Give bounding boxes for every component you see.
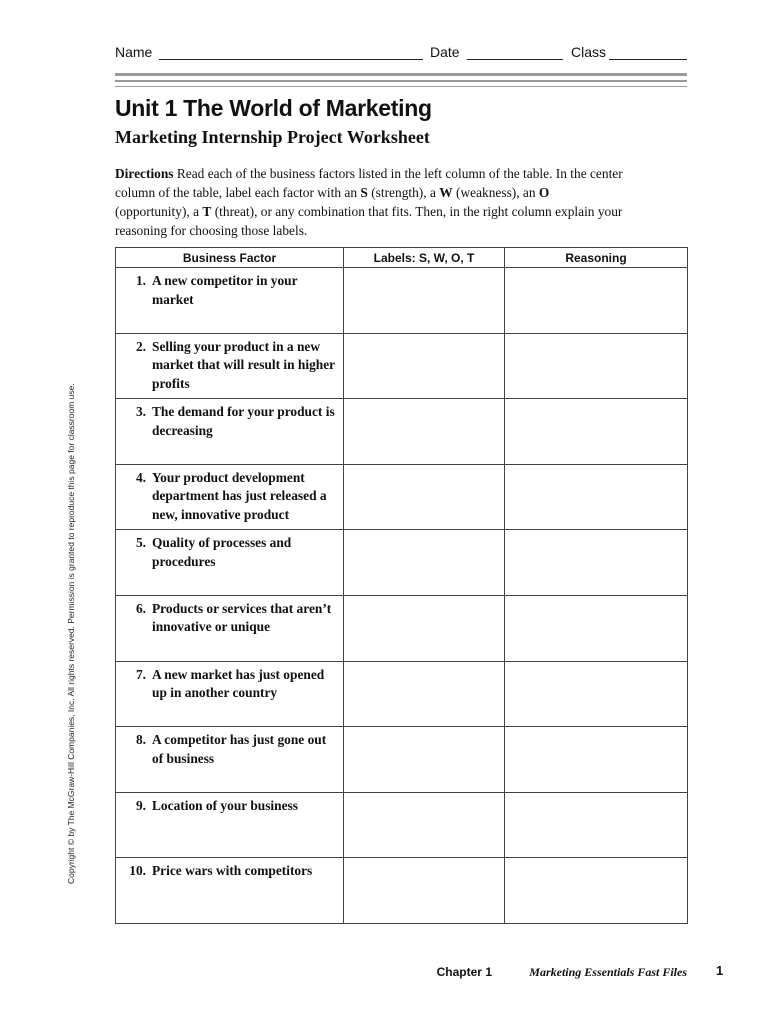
- factor-text: [116, 727, 343, 768]
- header-labels: Labels: S, W, O, T: [344, 248, 505, 268]
- factor-number: 4.: [135, 469, 146, 485]
- factor-text: [116, 465, 343, 525]
- reasoning-cell[interactable]: [505, 858, 688, 924]
- table-row: [116, 792, 688, 858]
- reasoning-cell[interactable]: [505, 727, 688, 793]
- reasoning-cell[interactable]: [505, 464, 688, 530]
- labels-cell[interactable]: [344, 268, 505, 334]
- factor-number: 3.: [135, 404, 146, 420]
- name-label: Name: [115, 44, 153, 60]
- labels-cell[interactable]: [344, 727, 505, 793]
- name-field[interactable]: [159, 58, 423, 60]
- directions-part: Read each of the business factors listed in the left column of the table. In the center column of the table, label each factor with an: [115, 166, 623, 200]
- table-row: [116, 333, 688, 399]
- factor-text: [116, 793, 343, 816]
- directions-part: (threat), or any combination that fits. Then, in the right column explain your reasoning for choosing those labels.: [115, 204, 623, 238]
- business-factor-cell: [116, 333, 344, 399]
- footer-book-title: Marketing Essentials Fast Files: [529, 965, 687, 979]
- table-row: [116, 530, 688, 596]
- factor-number: 10.: [129, 863, 146, 879]
- footer-chapter: Chapter 1: [436, 965, 492, 979]
- table-row: [116, 858, 688, 924]
- directions-text: [115, 164, 625, 240]
- label-s: S: [360, 185, 368, 200]
- class-field[interactable]: [609, 58, 687, 60]
- table-row: [116, 464, 688, 530]
- page-number: 1: [716, 963, 724, 978]
- factor-number: 9.: [135, 797, 146, 813]
- header-rule-top: [115, 73, 687, 76]
- reasoning-cell[interactable]: [505, 595, 688, 661]
- date-field[interactable]: [467, 58, 563, 60]
- factor-description: A new competitor in your market: [152, 273, 298, 307]
- directions-lead: Directions: [115, 166, 174, 181]
- business-factor-cell: [116, 792, 344, 858]
- factor-description: Selling your product in a new market that will result in higher profits: [152, 338, 335, 391]
- date-label: Date: [430, 44, 460, 60]
- label-t: T: [202, 204, 212, 219]
- reasoning-cell[interactable]: [505, 530, 688, 596]
- factor-description: A competitor has just gone out of business: [152, 732, 327, 766]
- directions-part: (strength), a: [367, 185, 440, 200]
- labels-cell[interactable]: [344, 858, 505, 924]
- reasoning-cell[interactable]: [505, 661, 688, 727]
- labels-cell[interactable]: [344, 399, 505, 465]
- reasoning-cell[interactable]: [505, 399, 688, 465]
- table-row: [116, 727, 688, 793]
- header-rule-bottom: [115, 86, 687, 87]
- header-reasoning: Reasoning: [505, 248, 688, 268]
- factor-text: [116, 530, 343, 571]
- factor-number: 1.: [135, 273, 146, 288]
- labels-cell[interactable]: [344, 333, 505, 399]
- factor-number: 2.: [135, 338, 146, 354]
- factor-number: 6.: [135, 600, 146, 616]
- reasoning-cell[interactable]: [505, 792, 688, 858]
- header-rule-middle: [115, 80, 687, 82]
- business-factor-cell: [116, 530, 344, 596]
- factor-description: Location of your business: [152, 797, 298, 813]
- directions-part: (opportunity), a: [115, 204, 203, 219]
- table-row: [116, 268, 688, 334]
- class-label: Class: [571, 44, 607, 60]
- factor-number: 7.: [135, 666, 146, 682]
- factor-number: 8.: [135, 732, 146, 748]
- worksheet-subtitle: Marketing Internship Project Worksheet: [115, 127, 430, 147]
- factor-description: Your product development department has just released a new, innovative product: [152, 469, 327, 522]
- labels-cell[interactable]: [344, 661, 505, 727]
- header-business-factor: Business Factor: [116, 248, 344, 268]
- factor-text: [116, 399, 343, 440]
- business-factor-cell: [116, 727, 344, 793]
- factor-text: [116, 268, 343, 309]
- labels-cell[interactable]: [344, 595, 505, 661]
- factor-description: The demand for your product is decreasing: [152, 404, 335, 438]
- factor-description: Products or services that aren’t innovative or unique: [152, 600, 332, 635]
- business-factor-cell: [116, 595, 344, 661]
- table-row: [116, 399, 688, 465]
- factor-description: Price wars with competitors: [152, 863, 313, 879]
- factor-description: Quality of processes and procedures: [152, 535, 292, 569]
- reasoning-cell[interactable]: [505, 268, 688, 334]
- reasoning-cell[interactable]: [505, 333, 688, 399]
- labels-cell[interactable]: [344, 792, 505, 858]
- business-factor-cell: [116, 858, 344, 924]
- factor-text: [116, 662, 343, 703]
- business-factor-cell: [116, 464, 344, 530]
- label-w: W: [439, 185, 453, 200]
- factor-description: A new market has just opened up in another country: [152, 666, 325, 701]
- business-factor-cell: [116, 399, 344, 465]
- directions-part: (weakness), an: [452, 185, 539, 200]
- labels-cell[interactable]: [344, 464, 505, 530]
- factor-number: 5.: [135, 535, 146, 551]
- labels-cell[interactable]: [344, 530, 505, 596]
- copyright-notice: Copyright © by The McGraw-Hill Companies, Inc. All rights reserved. Permission is granted to reproduce this page for classroom use.: [66, 383, 76, 884]
- table-row: [116, 595, 688, 661]
- business-factor-cell: [116, 268, 344, 334]
- factor-text: [116, 334, 343, 394]
- business-factor-cell: [116, 661, 344, 727]
- factor-text: [116, 596, 343, 637]
- unit-title: Unit 1 The World of Marketing: [115, 95, 432, 121]
- table-row: [116, 661, 688, 727]
- label-o: O: [538, 185, 550, 200]
- factor-text: [116, 858, 343, 881]
- business-factor-table: [115, 247, 688, 924]
